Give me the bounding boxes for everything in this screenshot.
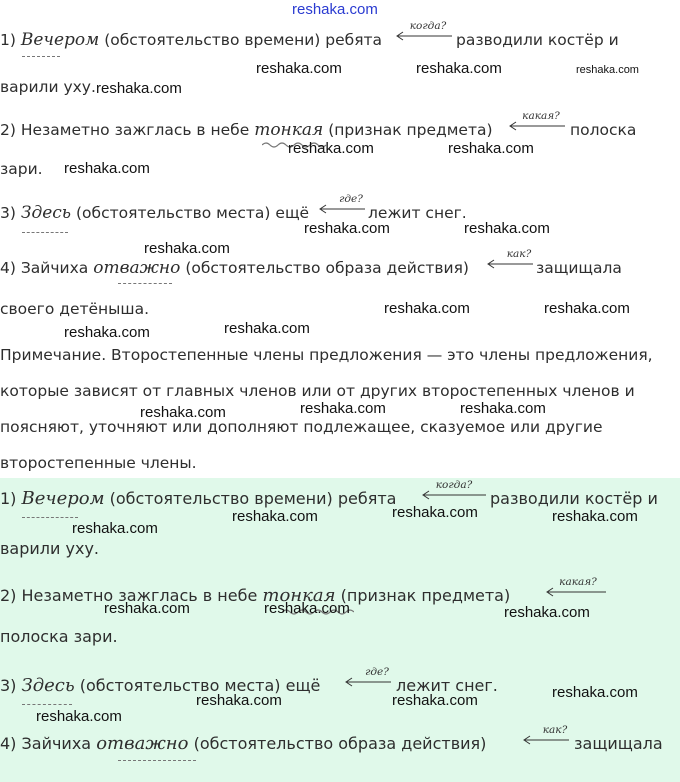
p1-s4-end: защищала <box>536 259 622 277</box>
note-line-1: Примечание. Второстепенные члены предложения — это члены предложения, <box>0 346 653 364</box>
left-arrow-icon <box>318 204 366 214</box>
watermark: reshaka.com <box>104 600 190 617</box>
p2-s3-question: где? <box>365 666 389 678</box>
p2-s1-question-arrow <box>421 479 487 502</box>
p2-s4-word: отважно <box>96 733 189 754</box>
left-arrow-icon <box>395 31 453 41</box>
p1-s1-question-arrow <box>395 20 453 43</box>
p1-s4-before: Зайчиха <box>20 259 89 277</box>
watermark: reshaka.com <box>196 692 282 709</box>
p1-s3-end: лежит снег. <box>368 204 467 222</box>
p2-s4-question-arrow <box>522 724 580 747</box>
watermark: reshaka.com <box>264 600 350 617</box>
note-line-3: поясняют, уточняют или дополняют подлежащее, сказуемое или другие <box>0 418 603 436</box>
watermark: reshaka.com <box>36 708 122 725</box>
p2-s3-word: Здесь <box>21 675 75 696</box>
p2-s4-end: защищала <box>574 734 663 753</box>
left-arrow-icon <box>522 735 570 745</box>
p2-s1-underline <box>22 517 78 518</box>
p1-s3-num: 3) <box>0 204 16 222</box>
p1-s3-after: (обстоятельство места) ещё <box>76 204 310 222</box>
watermark: reshaka.com <box>288 140 374 157</box>
watermark: reshaka.com <box>552 508 638 525</box>
p1-s3-line1 <box>0 204 309 222</box>
watermark: reshaka.com <box>552 684 638 701</box>
watermark: reshaka.com <box>304 220 390 237</box>
watermark: reshaka.com <box>96 80 182 97</box>
left-arrow-icon <box>508 121 566 131</box>
watermark: reshaka.com <box>576 64 639 76</box>
p2-s4-after: (обстоятельство образа действия) <box>193 734 487 753</box>
p2-s1-num: 1) <box>0 489 17 508</box>
watermark: reshaka.com <box>232 508 318 525</box>
watermark: reshaka.com <box>448 140 534 157</box>
left-arrow-icon <box>344 677 392 687</box>
p1-s2-question-arrow <box>508 110 566 133</box>
p1-s2-before: Незаметно зажглась в небе <box>20 121 250 139</box>
p1-s3-question: где? <box>339 193 363 205</box>
watermark-top-link[interactable]: reshaka.com <box>292 1 378 18</box>
p1-s1-question: когда? <box>409 20 447 32</box>
p2-s3-num: 3) <box>0 676 17 695</box>
p1-s4-line2: своего детёныша. <box>0 300 150 318</box>
p2-s3-question-arrow <box>344 666 402 689</box>
left-arrow-icon <box>486 259 534 269</box>
p2-s2-before: Незаметно зажглась в небе <box>21 586 258 605</box>
p2-s1-line1 <box>0 490 396 508</box>
p1-s1-word: Вечером <box>20 30 100 50</box>
p1-s4-word: отважно <box>93 258 181 278</box>
p1-s2-line1 <box>0 121 493 139</box>
p1-s3-word: Здесь <box>20 203 72 223</box>
p1-s2-end: полоска <box>570 121 637 139</box>
p2-s2-word: тонкая <box>262 585 336 606</box>
p2-s4-num: 4) <box>0 734 17 753</box>
p1-s4-question: как? <box>506 248 532 260</box>
p1-s3-underline <box>22 232 68 233</box>
watermark: reshaka.com <box>64 160 150 177</box>
watermark: reshaka.com <box>504 604 590 621</box>
watermark: reshaka.com <box>392 692 478 709</box>
p1-s2-line2: зари. <box>0 160 43 178</box>
watermark: reshaka.com <box>544 300 630 317</box>
watermark: reshaka.com <box>300 400 386 417</box>
p1-s1-line1 <box>0 31 382 49</box>
note-line-4: второстепенные члены. <box>0 454 197 472</box>
watermark: reshaka.com <box>140 404 226 421</box>
p2-s4-question: как? <box>542 724 568 736</box>
p1-s4-underline <box>118 283 172 284</box>
p2-s2-after: (признак предмета) <box>340 586 511 605</box>
watermark: reshaka.com <box>460 400 546 417</box>
p1-s4-after: (обстоятельство образа действия) <box>185 259 469 277</box>
p2-s2-num: 2) <box>0 586 17 605</box>
p1-s4-num: 4) <box>0 259 16 277</box>
p2-s1-word: Вечером <box>21 488 105 509</box>
p1-s1-text: (обстоятельство времени) ребята <box>104 31 383 49</box>
p2-s1-line2: варили уху. <box>0 539 99 558</box>
p2-s1-verb: разводили костёр и <box>490 489 658 508</box>
p1-s2-num: 2) <box>0 121 16 139</box>
p2-s3-underline <box>22 704 72 705</box>
p1-s1-verb: разводили костёр и <box>456 31 619 49</box>
watermark: reshaka.com <box>464 220 550 237</box>
watermark: reshaka.com <box>64 324 150 341</box>
watermark: reshaka.com <box>416 60 502 77</box>
p2-s2-question-arrow <box>545 576 607 599</box>
p1-s2-after: (признак предмета) <box>328 121 493 139</box>
p1-s2-question: какая? <box>522 110 560 122</box>
p1-s4-line1 <box>0 259 469 277</box>
p1-s1-num: 1) <box>0 31 16 49</box>
p2-s2-line2: полоска зари. <box>0 627 118 646</box>
left-arrow-icon <box>421 490 487 500</box>
watermark: reshaka.com <box>224 320 310 337</box>
note-line-2: которые зависят от главных членов или от других второстепенных членов и <box>0 382 635 400</box>
watermark: reshaka.com <box>72 520 158 537</box>
p2-s4-underline <box>118 760 196 761</box>
watermark: reshaka.com <box>392 504 478 521</box>
p2-s4-line1 <box>0 735 486 753</box>
watermark: reshaka.com <box>384 300 470 317</box>
p2-s4-before: Зайчиха <box>21 734 92 753</box>
p2-s3-after: (обстоятельство места) ещё <box>79 676 321 695</box>
p1-s1-underline <box>22 56 60 57</box>
p2-s1-text: (обстоятельство времени) ребята <box>109 489 397 508</box>
p1-s2-word: тонкая <box>254 120 324 140</box>
p1-s1-line2: варили уху. <box>0 78 96 96</box>
watermark: reshaka.com <box>144 240 230 257</box>
p2-s2-line1 <box>0 587 510 605</box>
p2-s1-question: когда? <box>435 479 473 491</box>
watermark: reshaka.com <box>256 60 342 77</box>
left-arrow-icon <box>545 587 607 597</box>
p2-s2-question: какая? <box>559 576 597 588</box>
p2-s3-end: лежит снег. <box>396 676 498 695</box>
